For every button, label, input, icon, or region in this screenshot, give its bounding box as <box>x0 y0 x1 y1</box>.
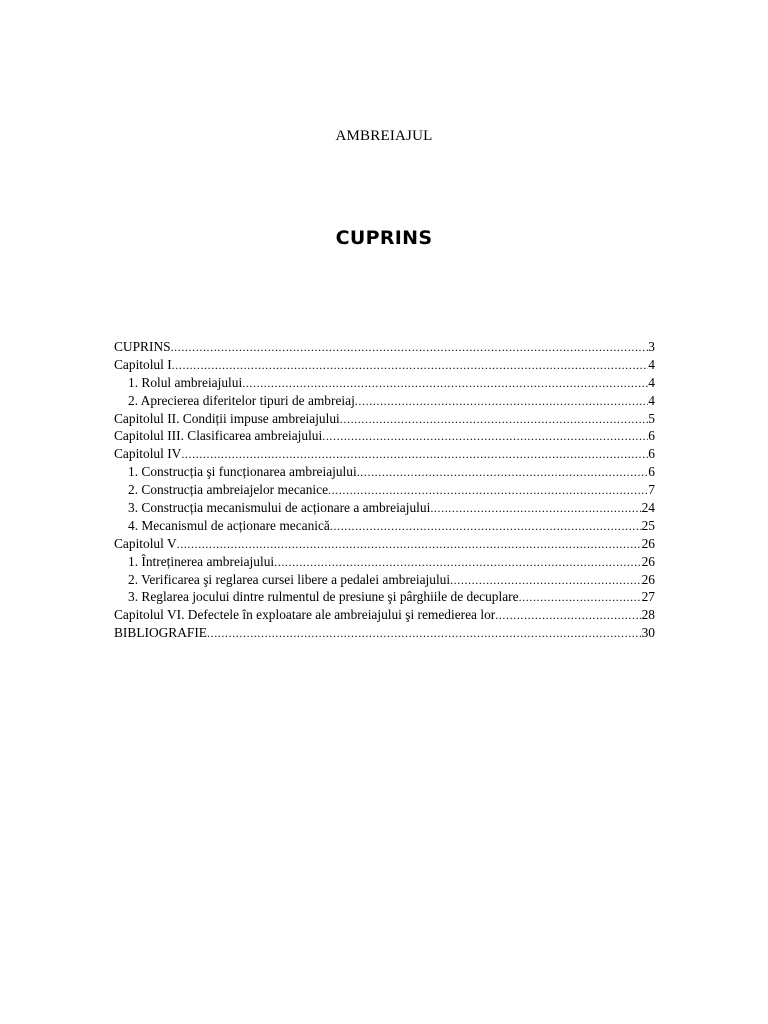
toc-entry-page-number: 7 <box>648 482 655 498</box>
dot-leader <box>340 411 649 428</box>
toc-entry-label: Capitolul V <box>114 535 177 551</box>
toc-entry[interactable] <box>114 624 655 642</box>
toc-entry-label: CUPRINS <box>114 339 171 354</box>
toc-entry-label: 1. Rolul ambreiajului <box>128 374 243 390</box>
dot-leader <box>322 428 648 445</box>
toc-entry-page-number: 6 <box>648 464 655 480</box>
toc-entry[interactable] <box>114 427 655 445</box>
dot-leader <box>519 589 642 606</box>
toc-entry-page-number: 5 <box>648 410 655 426</box>
dot-leader <box>430 500 641 517</box>
toc-entry-page-number: 4 <box>648 392 655 408</box>
dot-leader <box>495 607 641 624</box>
toc-entry-label: 2. Verificarea şi reglarea cursei libere a pedalei ambreiajului <box>128 571 451 587</box>
toc-entry-label: Capitolul VI. Defectele în exploatare ale ambreiajului şi remedierea lor <box>114 607 496 623</box>
dot-leader <box>172 357 649 374</box>
toc-entry-label: 2. Construcția ambreiajelor mecanice <box>128 482 329 498</box>
dot-leader <box>450 572 642 589</box>
toc-entry[interactable] <box>114 374 655 392</box>
dot-leader <box>207 625 642 642</box>
toc-entry[interactable] <box>114 338 655 356</box>
toc-entry[interactable] <box>114 410 655 428</box>
toc-entry-page-number: 25 <box>641 517 655 533</box>
dot-leader <box>242 375 648 392</box>
toc-entry[interactable] <box>114 553 655 571</box>
toc-entry[interactable] <box>114 356 655 374</box>
dot-leader <box>355 393 649 410</box>
dot-leader <box>177 536 642 553</box>
toc-entry[interactable] <box>114 588 655 606</box>
document-header: AMBREIAJUL <box>335 128 433 144</box>
toc-entry-label: 4. Mecanismul de acționare mecanică <box>128 517 330 533</box>
toc-entry[interactable] <box>114 463 655 481</box>
toc-entry-label: 1. Întreținerea ambreiajului <box>128 553 275 569</box>
dot-leader <box>357 464 649 481</box>
dot-leader <box>330 518 642 535</box>
toc-entry[interactable] <box>114 499 655 517</box>
toc-entry[interactable] <box>114 606 655 624</box>
toc-entry-page-number: 3 <box>648 339 655 354</box>
toc-entry-page-number: 6 <box>648 428 655 444</box>
toc-entry[interactable] <box>114 517 655 535</box>
toc-entry-page-number: 28 <box>641 607 655 623</box>
toc-entry-page-number: 26 <box>641 571 655 587</box>
toc-entry-page-number: 27 <box>641 589 655 605</box>
dot-leader <box>274 554 641 571</box>
toc-entry-page-number: 4 <box>648 374 655 390</box>
toc-entry-label: Capitolul IV <box>114 446 182 462</box>
toc-entry-page-number: 6 <box>648 446 655 462</box>
toc-entry-page-number: 26 <box>641 535 655 551</box>
toc-entry-page-number: 30 <box>641 625 655 641</box>
page-title: CUPRINS <box>335 227 433 249</box>
dot-leader <box>171 339 649 356</box>
toc-entry-label: BIBLIOGRAFIE <box>114 625 207 641</box>
toc-entry-label: 1. Construcția şi funcționarea ambreiajului <box>128 464 357 480</box>
toc-entry[interactable] <box>114 481 655 499</box>
toc-entry-label: Capitolul III. Clasificarea ambreiajului <box>114 428 323 444</box>
dot-leader <box>181 446 648 463</box>
toc-entry-label: 3. Construcția mecanismului de acționare a ambreiajului <box>128 500 431 516</box>
toc-entry-label: Capitolul II. Condiții impuse ambreiajului <box>114 410 340 426</box>
toc-entry-page-number: 24 <box>641 500 655 516</box>
toc-entry-label: 3. Reglarea jocului dintre rulmentul de presiune şi pârghiile de decuplare <box>128 589 519 605</box>
toc-entry[interactable] <box>114 392 655 410</box>
toc-entry-page-number: 26 <box>641 553 655 569</box>
toc-entry-label: 2. Aprecierea diferitelor tipuri de ambreiaj <box>128 392 355 408</box>
toc-entry-page-number: 4 <box>648 356 655 372</box>
toc-entry[interactable] <box>114 445 655 463</box>
toc-entry-label: Capitolul I <box>114 356 172 372</box>
dot-leader <box>328 482 648 499</box>
toc-entry[interactable] <box>114 535 655 553</box>
toc-entry[interactable] <box>114 571 655 589</box>
table-of-contents <box>114 338 655 642</box>
